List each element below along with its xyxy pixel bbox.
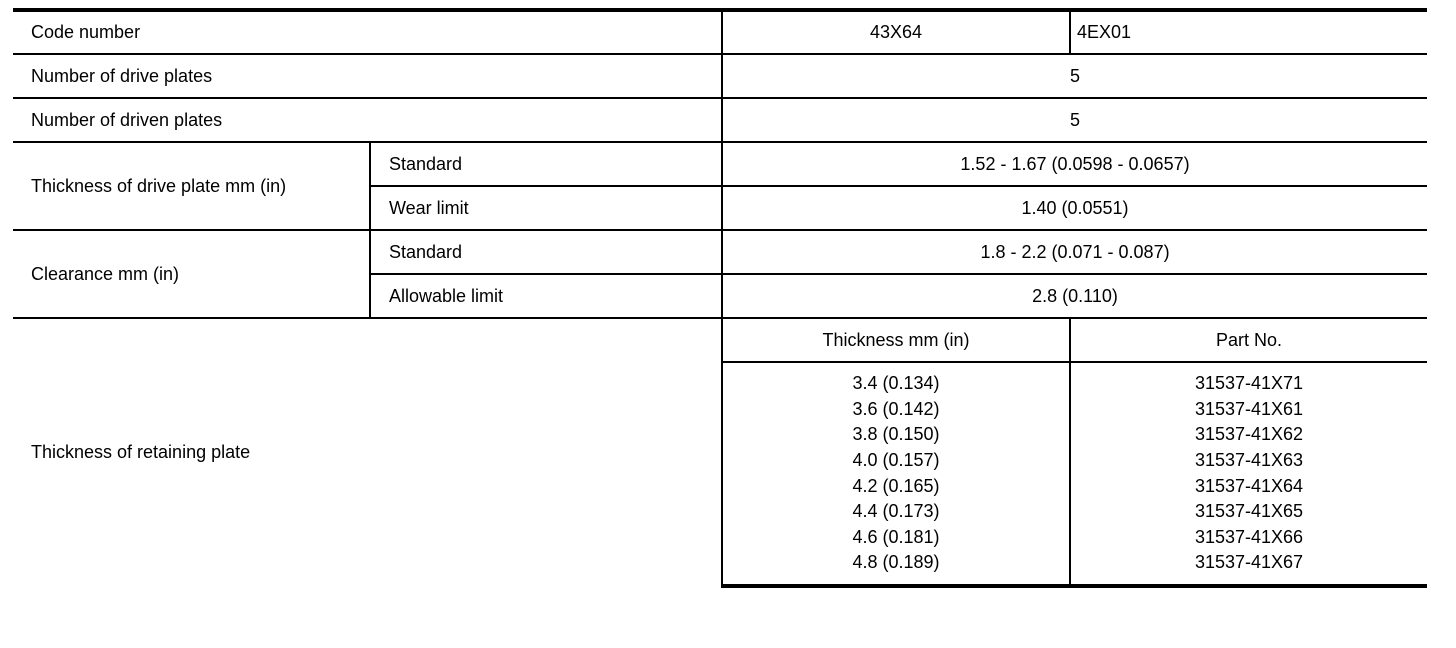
drive-plates-label: Number of drive plates (13, 54, 722, 98)
thickness-item: 4.0 (0.157) (852, 449, 940, 470)
drive-plate-standard-label: Standard (370, 142, 722, 186)
code-number-value-2: 4EX01 (1070, 10, 1427, 54)
retaining-thickness-list (722, 362, 1070, 586)
clearance-label: Clearance mm (in) (13, 230, 370, 318)
thickness-item: 4.4 (0.173) (852, 501, 940, 522)
thickness-item: 4.2 (0.165) (852, 475, 940, 496)
clearance-allowable-value: 2.8 (0.110) (722, 274, 1427, 318)
thickness-item: 3.6 (0.142) (852, 398, 940, 419)
thickness-item: 4.6 (0.181) (852, 526, 940, 547)
row-drive-plate-standard (13, 142, 1427, 186)
driven-plates-value: 5 (722, 98, 1427, 142)
drive-plates-value: 5 (722, 54, 1427, 98)
drive-plate-standard-value: 1.52 - 1.67 (0.0598 - 0.0657) (722, 142, 1427, 186)
row-retaining-plate-header (13, 318, 1427, 362)
retaining-thickness-header: Thickness mm (in) (722, 318, 1070, 362)
part-number-item: 31537-41X62 (1194, 424, 1304, 445)
thickness-item: 4.8 (0.189) (852, 552, 940, 573)
thickness-item: 3.8 (0.150) (852, 424, 940, 445)
drive-plate-thickness-label: Thickness of drive plate mm (in) (13, 142, 370, 230)
row-drive-plates (13, 54, 1427, 98)
part-number-item: 31537-41X66 (1194, 526, 1304, 547)
retaining-plate-label: Thickness of retaining plate (13, 318, 722, 586)
code-number-label: Code number (13, 10, 722, 54)
drive-plate-wear-value: 1.40 (0.0551) (722, 186, 1427, 230)
retaining-part-header: Part No. (1070, 318, 1427, 362)
part-number-item: 31537-41X67 (1194, 552, 1304, 573)
row-clearance-standard (13, 230, 1427, 274)
part-number-item: 31537-41X61 (1194, 398, 1304, 419)
retaining-part-list (1070, 362, 1427, 586)
driven-plates-label: Number of driven plates (13, 98, 722, 142)
clearance-allowable-label: Allowable limit (370, 274, 722, 318)
spec-table (13, 8, 1427, 588)
clearance-standard-label: Standard (370, 230, 722, 274)
drive-plate-wear-label: Wear limit (370, 186, 722, 230)
part-number-item: 31537-41X71 (1194, 373, 1304, 394)
code-number-value-1: 43X64 (722, 10, 1070, 54)
part-number-item: 31537-41X64 (1194, 475, 1304, 496)
row-driven-plates (13, 98, 1427, 142)
part-number-item: 31537-41X65 (1194, 501, 1304, 522)
thickness-item: 3.4 (0.134) (852, 373, 940, 394)
part-number-item: 31537-41X63 (1194, 449, 1304, 470)
clearance-standard-value: 1.8 - 2.2 (0.071 - 0.087) (722, 230, 1427, 274)
row-code-number (13, 10, 1427, 54)
